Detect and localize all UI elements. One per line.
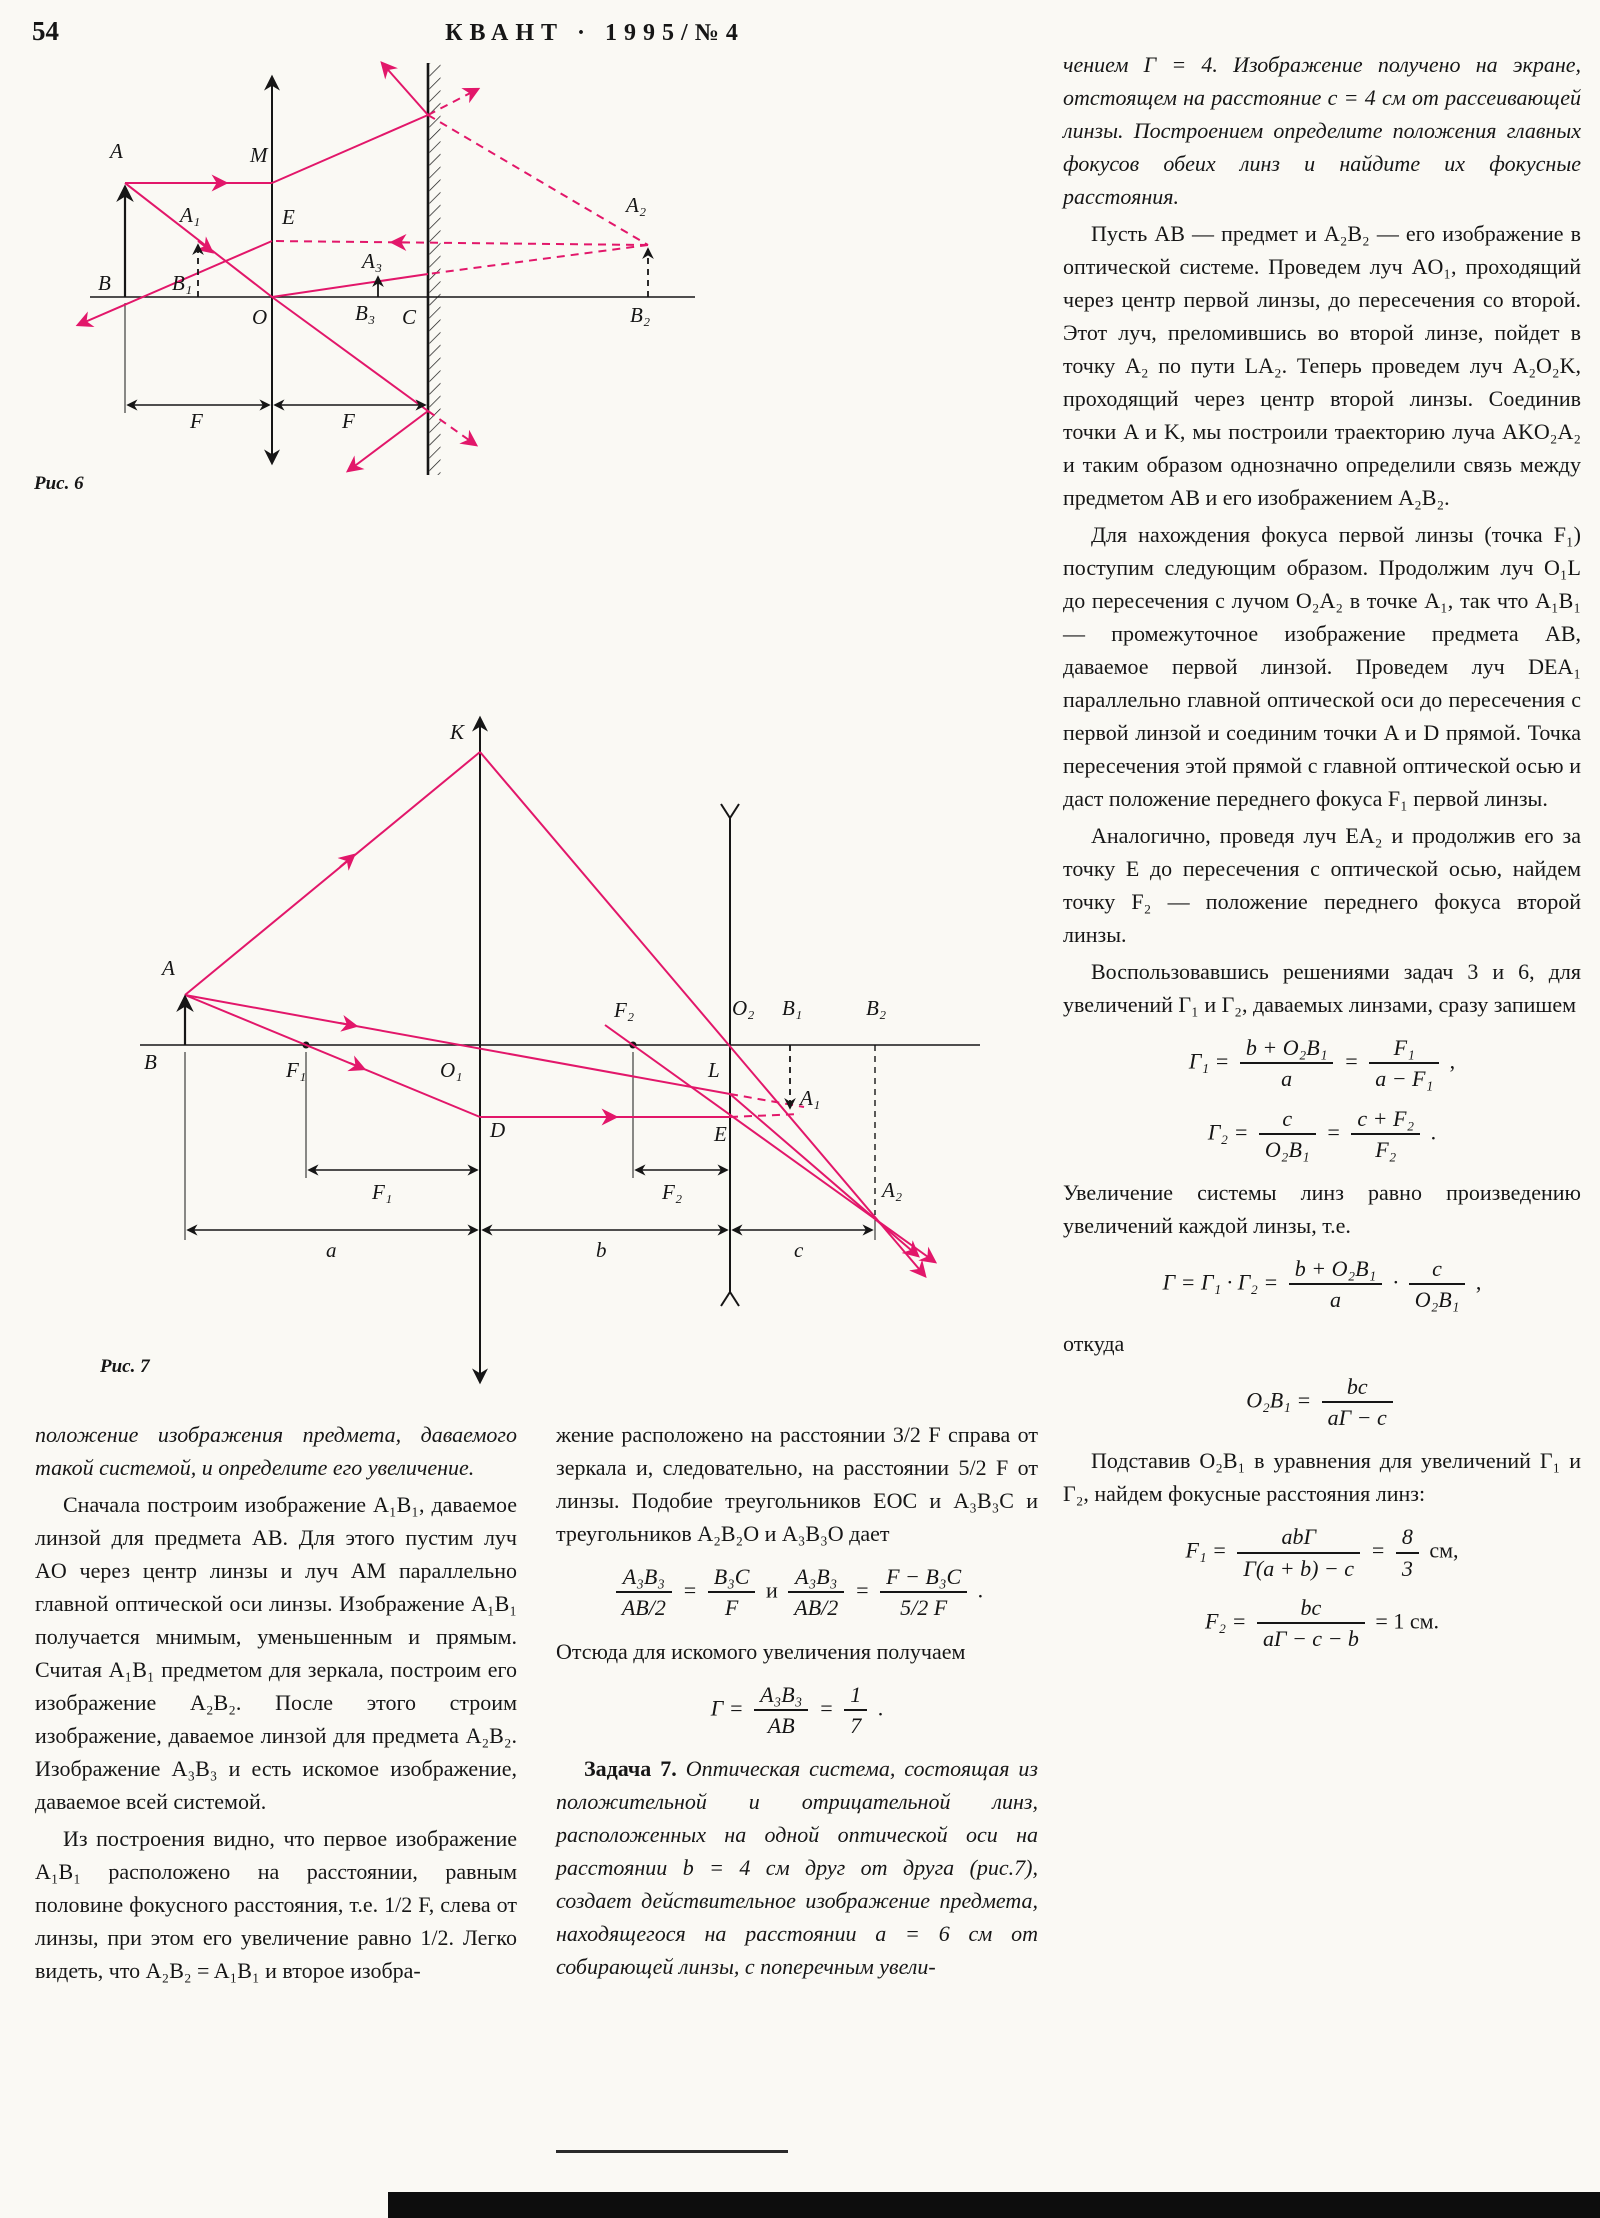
paragraph: положение изображения предмета, даваемого такой системой, и определите его увеличение. (35, 1422, 517, 1480)
fig6-label-F-left: F (190, 409, 203, 433)
fig7-caption: Рис. 7 (100, 1356, 150, 1377)
fig7-label-O2: O₂ (732, 996, 755, 1020)
text-column-2 (556, 1418, 1038, 1987)
fig6-label-F-right: F (342, 409, 355, 433)
fig6-label-A2: A₂ (626, 193, 647, 217)
paragraph: Воспользовавшись решениями задач 3 и 6, для увеличений Г₁ и Г₂, даваемых линзами, сразу запишем (1063, 959, 1581, 1017)
fig7-label-D: D (490, 1118, 506, 1142)
paragraph: Отсюда для искомого увеличения получаем (556, 1638, 966, 1664)
fig6-label-A3: A₃ (362, 249, 383, 273)
paragraph: Подставив O₂B₁ в уравнения для увеличений Г₁ и Г₂, найдем фокусные расстояния линз: (1063, 1448, 1581, 1507)
figure-7 (100, 700, 1030, 1390)
fig7-label-L: L (708, 1058, 720, 1082)
paragraph: Пусть AB — предмет и A₂B₂ — его изображение в оптической системе. Проведем луч AO₁, проходящий через центр первой линзы, до пересечения со второй. Этот луч, преломившись во второй линзе, пойдет в точку A₂ по пути LA₂. Теперь проведем луч A₂O₂K, проходящий через центр второй линзы. Соединив точки A и K, мы построили траекторию луча AKO₂A₂ и таким образом однозначно определили связь между предметом AB и его изображением A₂B₂. (1063, 221, 1581, 510)
fig7-label-F1: F₁ (286, 1058, 307, 1082)
fig7-label-F2: F₂ (614, 998, 635, 1022)
paragraph: откуда (1063, 1330, 1125, 1356)
fig6-label-A1: A₁ (180, 203, 201, 227)
formula-gamma-product: Г = Г₁ · Г₂ = $\frac{\text{b + O₂B₁}}{a}$ · $\frac{c}{\text{O₂B₁}}$ , (1162, 1256, 1482, 1313)
paragraph: Из построения видно, что первое изображение A₁B₁ расположено на расстоянии, равным половине фокусного расстояния, т.е. 1/2 F, слева от линзы, при этом его увеличение равно 1/2. Легко видеть, что A₂B₂ = A₁B₁ и второе изобра- (35, 1826, 517, 1983)
text-column-1 (35, 1418, 517, 1991)
fig7-label-K: K (450, 720, 465, 744)
fig7-label-B1: B₁ (782, 996, 803, 1020)
paragraph-task-7 (556, 1752, 1038, 1983)
fig6-caption: Рис. 6 (34, 473, 84, 494)
task-7-text: Оптическая система, состоящая из положительной и отрицательной линз, расположенных на одной оптической оси на расстоянии b = 4 см друг от друга (рис.7), создает действительное изображение предмета, находящегося на расстоянии a = 6 см от собирающей линзы, с поперечным увели- (556, 1756, 1038, 1980)
paragraph: чением Г = 4. Изображение получено на экране, отстоящем на расстояние c = 4 см от рассеивающей линзы. Построением определите положения главных фокусов обеих линз и найдите их фокусные расстояния. (1063, 52, 1581, 209)
fig6-label-B1: B₁ (172, 271, 193, 295)
fig6-label-C: C (402, 305, 417, 329)
formula-gamma1: Г₁ = $\frac{\text{b + O₂B₁}}{a}$ = $\frac{\text{F₁}}{\text{a − F₁}}$ , (1188, 1035, 1456, 1092)
fig7-label-a: a (326, 1238, 337, 1262)
fig6-label-A: A (110, 139, 123, 163)
fig6-label-O: O (252, 305, 268, 329)
text-column-right (1063, 48, 1581, 1666)
bottom-bar (388, 2192, 1600, 2218)
fig7-label-A1: A₁ (800, 1086, 821, 1110)
fig7-rays (185, 752, 935, 1276)
fig6-label-B2: B₂ (630, 303, 651, 327)
formula-o2b1: O₂B₁ = $\frac{bc}{aГ - c}$ (1063, 1374, 1581, 1431)
fig7-label-B2: B₂ (866, 996, 887, 1020)
formula-gamma2: Г₂ = $\frac{c}{\text{O₂B₁}}$ = $\frac{\text{c + F₂}}{\text{F₂}}$ . (1207, 1105, 1437, 1162)
fig6-label-E: E (282, 205, 295, 229)
fig7-label-E: E (714, 1122, 727, 1146)
formula-f2: F₂ = $\frac{bc}{aГ - c - b}$ = 1 см. (1204, 1594, 1440, 1652)
fig7-label-O1: O₁ (440, 1058, 463, 1082)
fig7-axis-lenses (140, 718, 980, 1382)
fig7-label-A2: A₂ (882, 1178, 903, 1202)
figure-6 (30, 55, 1040, 495)
fig7-label-F2-dim: F₂ (662, 1180, 683, 1204)
fig6-label-B3: B₃ (355, 301, 376, 325)
paragraph: Сначала построим изображение A₁B₁, даваемое линзой для предмета AB. Для этого пустим луч AO через центр линзы и луч AM параллельно главной оптической оси линзы. Изображение A₁B₁ получается мнимым, уменьшенным и прямым. Считая A₁B₁ предметом для зеркала, построим его изображение A₂B₂. После этого строим изображение, даваемое линзой для предмета A₂B₂. Изображение A₃B₃ и есть искомое изображение, даваемое всей системой. (35, 1492, 517, 1814)
formula-triangles: $\frac{\text{A₃B₃}}{AB/2}$ = $\frac{\text{B₃C}}{F}$ и $\frac{\text{A₃B₃}}{AB/2}$ = $\frac{\text{F − B₃C}}{5/2 F}$ . (556, 1564, 1038, 1621)
fig7-label-B: B (144, 1050, 157, 1074)
journal-title: КВАНТ · 1995/№4 (445, 20, 745, 46)
fig7-label-A: A (162, 956, 175, 980)
formula-f1: F₁ = $\frac{\text{abГ}}{Г(a + b) - c}$ = $\frac{8}{3}$ см, (1185, 1524, 1459, 1581)
fig7-dimensions (188, 1170, 872, 1230)
formula-gamma-total: Г = $\frac{\text{A₃B₃}}{AB}$ = $\frac{1}{7}$ . (710, 1681, 884, 1738)
paragraph: Для нахождения фокуса первой линзы (точка F₁) поступим следующим образом. Продолжим луч O₁L до пересечения с лучом O₂A₂ в точке A₁, так что A₁B₁ — промежуточное изображение предмета AB, даваемое первой линзой. Проведем луч DEA₁ параллельно главной оптической оси до пересечения с первой линзой и соединим точки A и D прямой. Точка пересечения этой прямой с главной оптической осью и даст положение переднего фокуса F₁ первой линзы. (1063, 522, 1581, 811)
bottom-rule (556, 2150, 788, 2153)
fig6-label-B: B (98, 271, 111, 295)
fig7-object-images (185, 997, 875, 1215)
fig6-label-M: M (250, 143, 268, 167)
fig7-label-F1-dim: F₁ (372, 1180, 393, 1204)
page-number: 54 (32, 16, 59, 46)
fig7-label-c: c (794, 1238, 804, 1262)
paragraph: Увеличение системы линз равно произведению увеличений каждой линзы, т.е. (1063, 1180, 1581, 1239)
paragraph: Аналогично, проведя луч EA₂ и продолжив его за точку E до пересечения с оптической осью, найдем точку F₂ — положение переднего фокуса второй линзы. (1063, 823, 1581, 947)
fig6-axis-lens-mirror (90, 63, 695, 475)
task-7-label: Задача 7. (584, 1756, 677, 1782)
fig7-diagram (100, 700, 1030, 1390)
fig7-label-b: b (596, 1238, 607, 1262)
paragraph: жение расположено на расстоянии 3/2 F справа от зеркала и, следовательно, на расстоянии 5/2 F от линзы. Подобие треугольников EOC и A₃B₃C и треугольников A₂B₂O и A₃B₃O дает (556, 1422, 1038, 1546)
